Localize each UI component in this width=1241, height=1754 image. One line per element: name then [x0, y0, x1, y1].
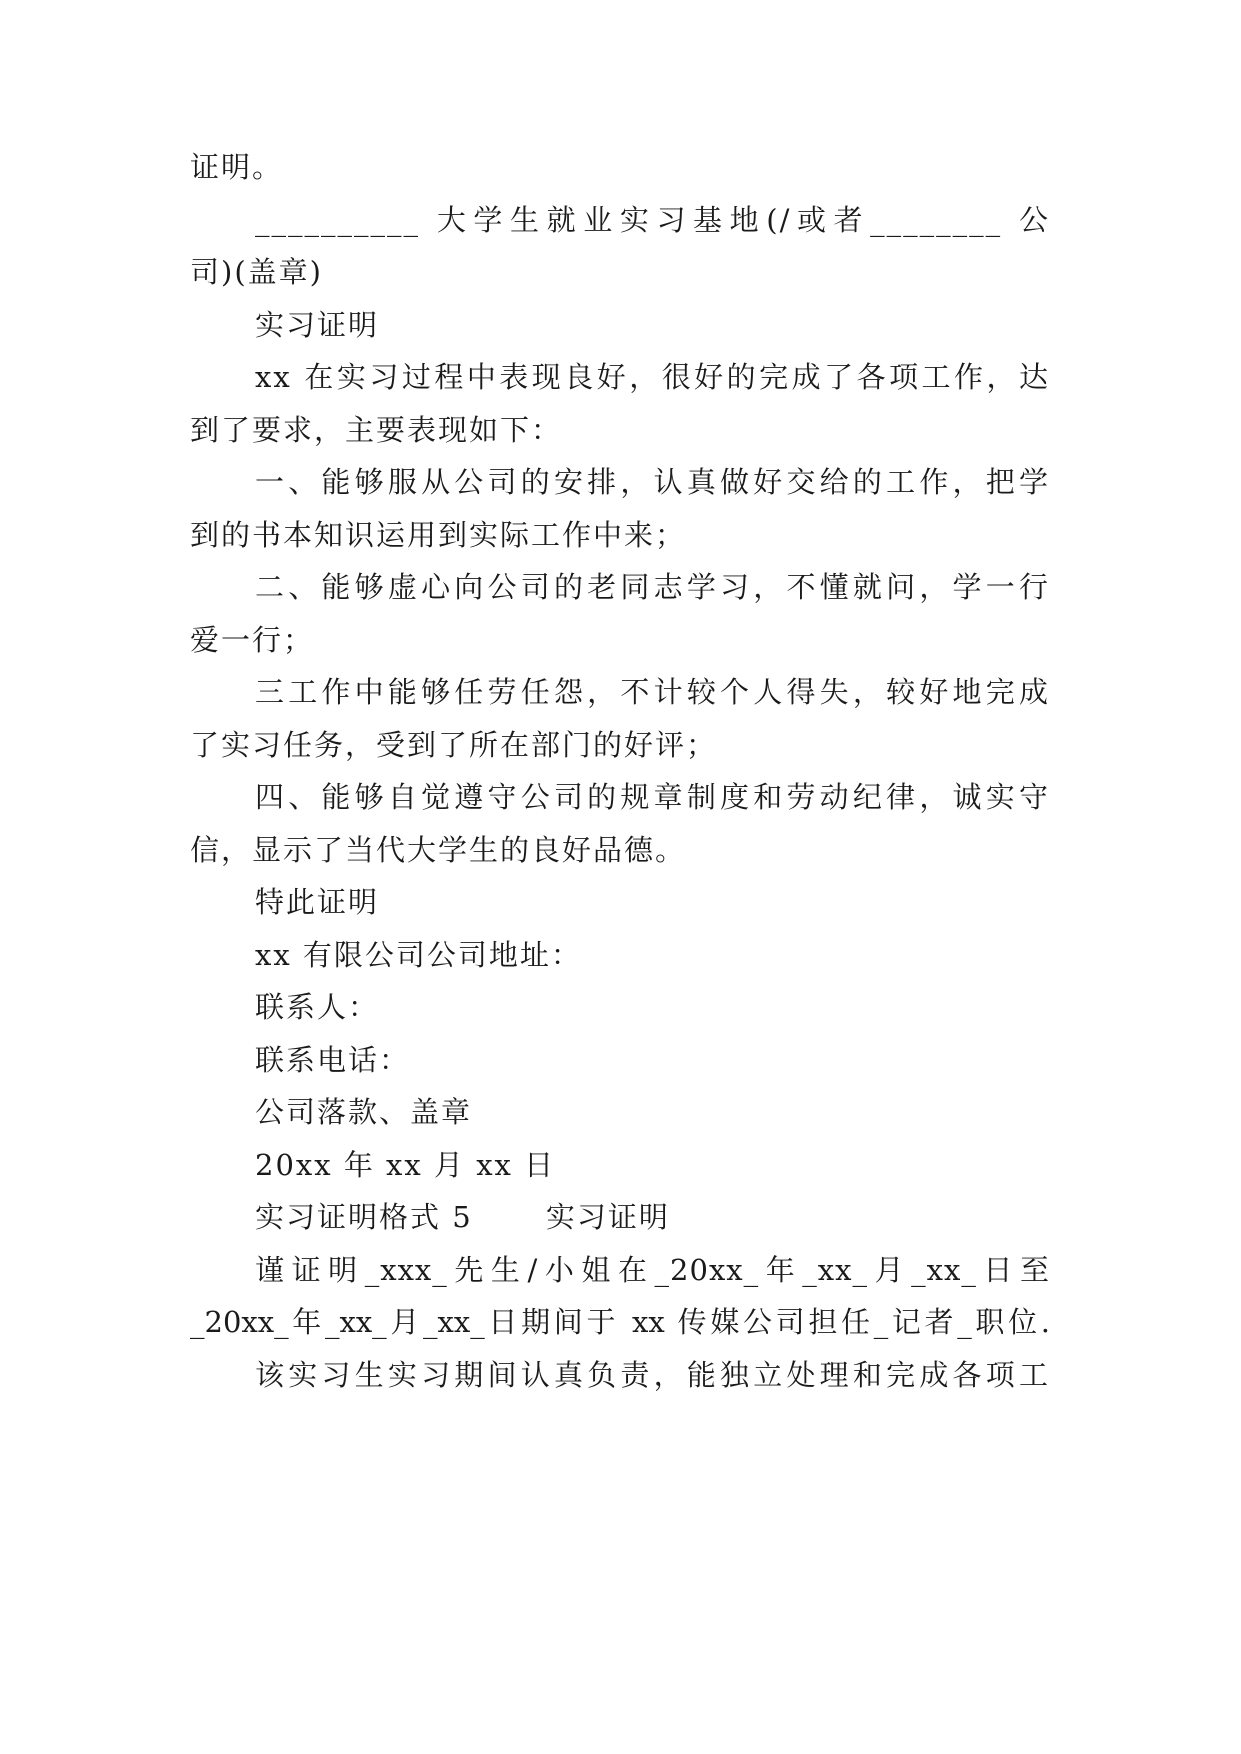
text-line: xx 有限公司公司地址： [255, 938, 582, 972]
text-line: 公司落款、盖章 [255, 1095, 473, 1129]
text-line: 联系人： [255, 990, 380, 1024]
heading-line: 实习证明 [255, 308, 380, 342]
text-line: 该实习生实习期间认真负责，能独立处理和完成各项工 [255, 1358, 1050, 1392]
text-line: 到了要求，主要表现如下： [190, 413, 563, 447]
text-line: 司)(盖章) [190, 255, 323, 289]
text-line: 联系电话： [255, 1043, 411, 1077]
text-line: 二、能够虚心向公司的老同志学习，不懂就问，学一行 [255, 570, 1050, 604]
text-line: 一、能够服从公司的安排，认真做好交给的工作，把学 [255, 465, 1050, 499]
text-line: 了实习任务，受到了所在部门的好评； [190, 728, 718, 762]
text-line: __________ 大学生就业实习基地(/或者________ 公 [255, 203, 1050, 237]
text-line: 证明。 [190, 150, 284, 184]
text-line: 四、能够自觉遵守公司的规章制度和劳动纪律，诚实守 [255, 780, 1050, 814]
heading-line: 实习证明格式 5 实习证明 [255, 1200, 670, 1234]
text-line: xx 在实习过程中表现良好，很好的完成了各项工作，达 [255, 360, 1050, 394]
text-line: 信，显示了当代大学生的良好品德。 [190, 833, 687, 867]
text-line: 到的书本知识运用到实际工作中来； [190, 518, 687, 552]
date-line: 20xx 年 xx 月 xx 日 [255, 1148, 556, 1182]
text-line: _20xx_年_xx_月_xx_日期间于 xx 传媒公司担任_记者_职位. [190, 1305, 1050, 1339]
text-line: 谨证明_xxx_先生/小姐在_20xx_年_xx_月_xx_日至 [255, 1253, 1050, 1287]
text-line: 爱一行； [190, 623, 315, 657]
text-line: 三工作中能够任劳任怨，不计较个人得失，较好地完成 [255, 675, 1050, 709]
text-line: 特此证明 [255, 885, 380, 919]
